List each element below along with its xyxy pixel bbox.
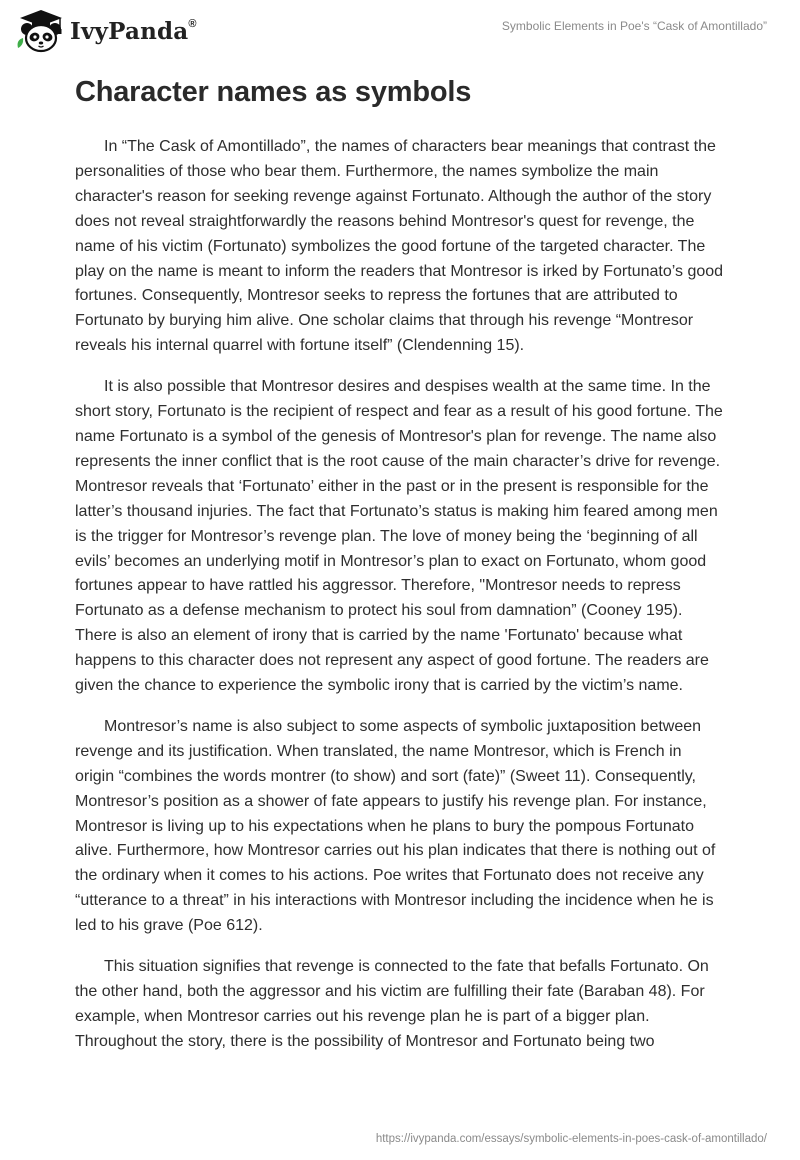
paragraph: This situation signifies that revenge is connected to the fate that befalls Fortunato. On the other hand, both the aggressor and his victim are fulfilling their fate (Baraban 48). For example, when Montresor carries out his revenge plan he is part of a bigger plan. Throughout the story, there is the possibility of Montresor and Fortunato being two bbox=[75, 958, 709, 1050]
source-url[interactable]: https://ivypanda.com/essays/symbolic-elements-in-poes-cask-of-amontillado/ bbox=[375, 1133, 767, 1145]
registered-mark: ® bbox=[188, 17, 197, 30]
panda-graduate-icon bbox=[14, 8, 68, 54]
section-heading: Character names as symbols bbox=[75, 76, 472, 108]
brand-name: IvyPanda® bbox=[70, 17, 197, 45]
paragraph: Montresor’s name is also subject to some aspects of symbolic juxtaposition between revenge and its justification. When translated, the name Montresor, which is French in origin “combines the words montrer (to show) and sort (fate)” (Sweet 11). Consequently, Montresor’s position as a shower of fate appears to justify his revenge plan. For instance, Montresor is living up to his expectations when he plans to bury the pompous Fortunato alive. Furthermore, how Montresor carries out his plan indicates that there is nothing out of the ordinary when it comes to his actions. Poe writes that Fortunato does not receive any “utterance to a threat” in his interactions with Montresor including the incidence when he is led to his grave (Poe 612). bbox=[75, 717, 716, 935]
brand-logo[interactable] bbox=[14, 8, 197, 54]
paragraph: In “The Cask of Amontillado”, the names of characters bear meanings that contrast the personalities of those who bear them. Furthermore, the names symbolize the main character's reason for seeking revenge against Fortunato. Although the author of the story does not reveal straightforwardly the reasons behind Montresor's quest for revenge, the name of his victim (Fortunato) symbolizes the good fortune of the targeted character. The play on the name is meant to inform the readers that Montresor is irked by Fortunato’s good fortunes. Consequently, Montresor seeks to repress the fortunes that are attributed to Fortunato by burying him alive. One scholar claims that through his revenge “Montresor reveals his internal quarrel with fortune itself” (Clendenning 15). bbox=[75, 138, 724, 355]
essay-content bbox=[75, 70, 725, 1071]
page-header bbox=[0, 0, 800, 60]
paragraph: It is also possible that Montresor desires and despises wealth at the same time. In the short story, Fortunato is the recipient of respect and fear as a result of his good fortune. The name Fortunato is a symbol of the genesis of Montresor's plan for revenge. The name also represents the inner conflict that is the root cause of the main character’s drive for revenge. Montresor reveals that ‘Fortunato’ either in the past or in the present is responsible for the latter’s thousand injuries. The fact that Fortunato’s status is making him feared among men is the trigger for Montresor’s revenge plan. The love of money being the ‘beginning of all evils’ becomes an underlying motif in Montresor’s plan to exact on Fortunato, whom good fortunes appear to have rattled his aggressor. Therefore, "Montresor needs to repress Fortunato as a defense mechanism to protect his soul from damnation” (Cooney 195). There is also an element of irony that is carried by the name 'Fortunato' because what happens to this character does not represent any aspect of good fortune. The readers are given the chance to experience the symbolic irony that is carried by the victim’s name. bbox=[75, 378, 723, 695]
running-title: Symbolic Elements in Poe's “Cask of Amontillado” bbox=[501, 19, 767, 33]
